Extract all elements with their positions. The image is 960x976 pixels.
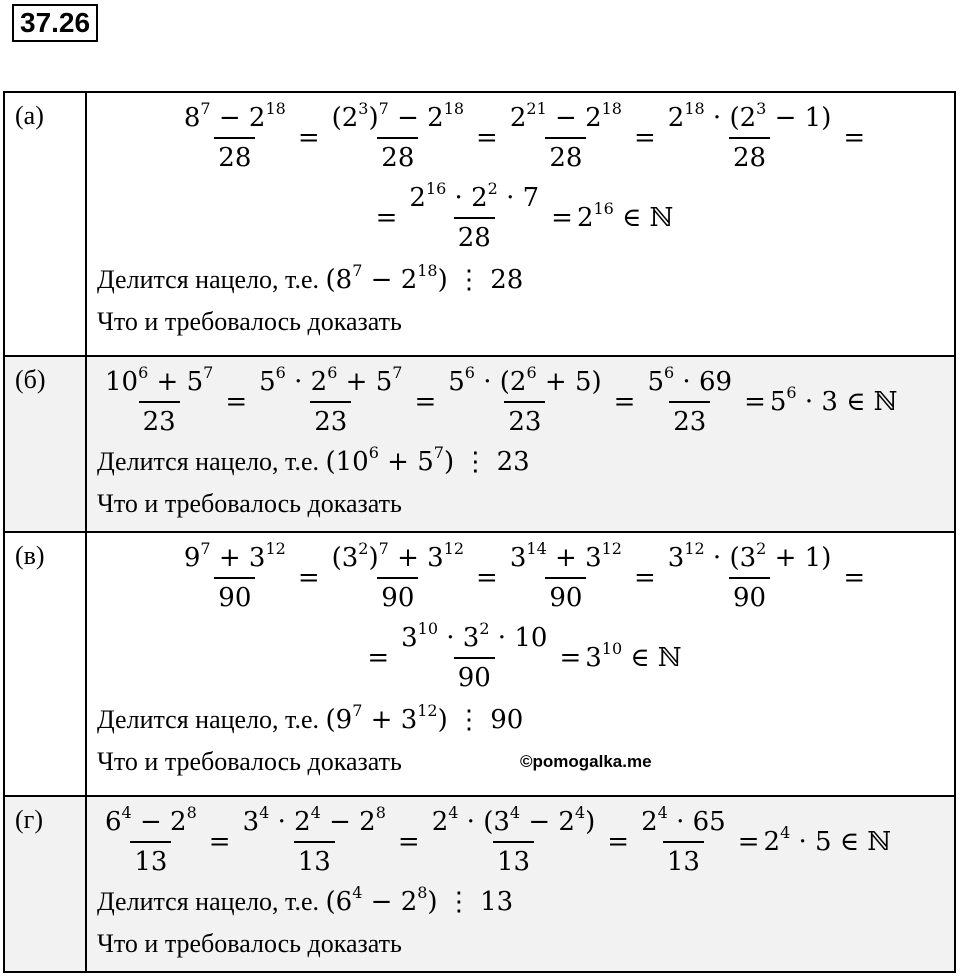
equation-line: $\frac{10^6 + 5^7}{23}$ = $\frac{5^6 \cdot 2^6 + 5^7}{23}$ = $\frac{5^6 \cdot (2^6 + 5)}{23}$ = $\frac{5^6 \cdot 69}{23}$ = $5^6 \cdot 3$ ∈ ℕ <box>97 363 948 441</box>
divides-statement: Делится нацело, т.е. $(8^7 - 2^{18})$ ⋮ 28 <box>97 261 524 295</box>
task-number: 37.26 <box>12 4 98 42</box>
fraction: $\frac{2^{16} \cdot 2^2 \cdot 7}{28}$ <box>405 179 543 257</box>
conclusion-text: Что и требовалось доказать <box>97 747 402 776</box>
fraction: $\frac{2^4 \cdot 65}{13}$ <box>637 803 730 881</box>
fraction: $\frac{2^4 \cdot (3^4 - 2^4)}{13}$ <box>428 803 600 881</box>
divides-statement: Делится нацело, т.е. $(10^6 + 5^7)$ ⋮ 23 <box>97 443 530 477</box>
watermark: ©pomogalka.me <box>520 752 652 771</box>
fraction: $\frac{5^6 \cdot (2^6 + 5)}{23}$ <box>444 363 605 441</box>
conclusion-text: Что и требовалось доказать <box>97 489 402 518</box>
fraction: $\frac{10^6 + 5^7}{23}$ <box>101 363 217 441</box>
row-label: (б) <box>4 356 86 532</box>
divides-statement: Делится нацело, т.е. $(6^4 - 2^8)$ ⋮ 13 <box>97 883 514 917</box>
fraction: $\frac{5^6 \cdot 69}{23}$ <box>643 363 736 441</box>
fraction: $\frac{8^7 - 2^{18}}{28}$ <box>180 99 290 177</box>
fraction: $\frac{2^{18} \cdot (2^3 - 1)}{28}$ <box>664 99 836 177</box>
divides-statement: Делится нацело, т.е. $(9^7 + 3^{12})$ ⋮ 90 <box>97 701 524 735</box>
fraction: $\frac{2^{21} - 2^{18}}{28}$ <box>506 99 626 177</box>
solution-row-v <box>4 532 955 796</box>
row-body <box>86 796 955 972</box>
solution-row-g <box>4 796 955 972</box>
row-body <box>86 356 955 532</box>
conclusion-text: Что и требовалось доказать <box>97 929 402 958</box>
conclusion-text: Что и требовалось доказать <box>97 307 402 336</box>
fraction: $\frac{9^7 + 3^{12}}{90}$ <box>180 539 290 617</box>
equation-line: = $\frac{3^{10} \cdot 3^2 \cdot 10}{90}$ = $3^{10}$ ∈ ℕ <box>97 619 948 697</box>
solution-row-b <box>4 356 955 532</box>
equation-line: $\frac{6^4 - 2^8}{13}$ = $\frac{3^4 \cdot 2^4 - 2^8}{13}$ = $\frac{2^4 \cdot (3^4 - 2^4)}{13}$ = $\frac{2^4 \cdot 65}{13}$ = $2^4 \cdot 5$ ∈ ℕ <box>97 803 948 881</box>
solution-table <box>3 91 956 973</box>
row-label: (в) <box>4 532 86 796</box>
fraction: $\frac{3^{10} \cdot 3^2 \cdot 10}{90}$ <box>397 619 551 697</box>
equation-line: $\frac{9^7 + 3^{12}}{90}$ = $\frac{(3^2)^7 + 3^{12}}{90}$ = $\frac{3^{14} + 3^{12}}{90}$ = $\frac{3^{12} \cdot (3^2 + 1)}{90}$ = <box>97 539 948 617</box>
row-label: (а) <box>4 92 86 356</box>
row-body <box>86 92 955 356</box>
equation-line: = $\frac{2^{16} \cdot 2^2 \cdot 7}{28}$ = $2^{16}$ ∈ ℕ <box>97 179 948 257</box>
equation-line: $\frac{8^7 - 2^{18}}{28}$ = $\frac{(2^3)^7 - 2^{18}}{28}$ = $\frac{2^{21} - 2^{18}}{28}$ = $\frac{2^{18} \cdot (2^3 - 1)}{28}$ = <box>97 99 948 177</box>
fraction: $\frac{6^4 - 2^8}{13}$ <box>101 803 201 881</box>
fraction: $\frac{(2^3)^7 - 2^{18}}{28}$ <box>328 99 468 177</box>
fraction: $\frac{3^4 \cdot 2^4 - 2^8}{13}$ <box>239 803 390 881</box>
solution-row-a <box>4 92 955 356</box>
row-label: (г) <box>4 796 86 972</box>
fraction: $\frac{5^6 \cdot 2^6 + 5^7}{23}$ <box>255 363 406 441</box>
fraction: $\frac{3^{12} \cdot (3^2 + 1)}{90}$ <box>664 539 836 617</box>
fraction: $\frac{(3^2)^7 + 3^{12}}{90}$ <box>328 539 468 617</box>
fraction: $\frac{3^{14} + 3^{12}}{90}$ <box>506 539 626 617</box>
